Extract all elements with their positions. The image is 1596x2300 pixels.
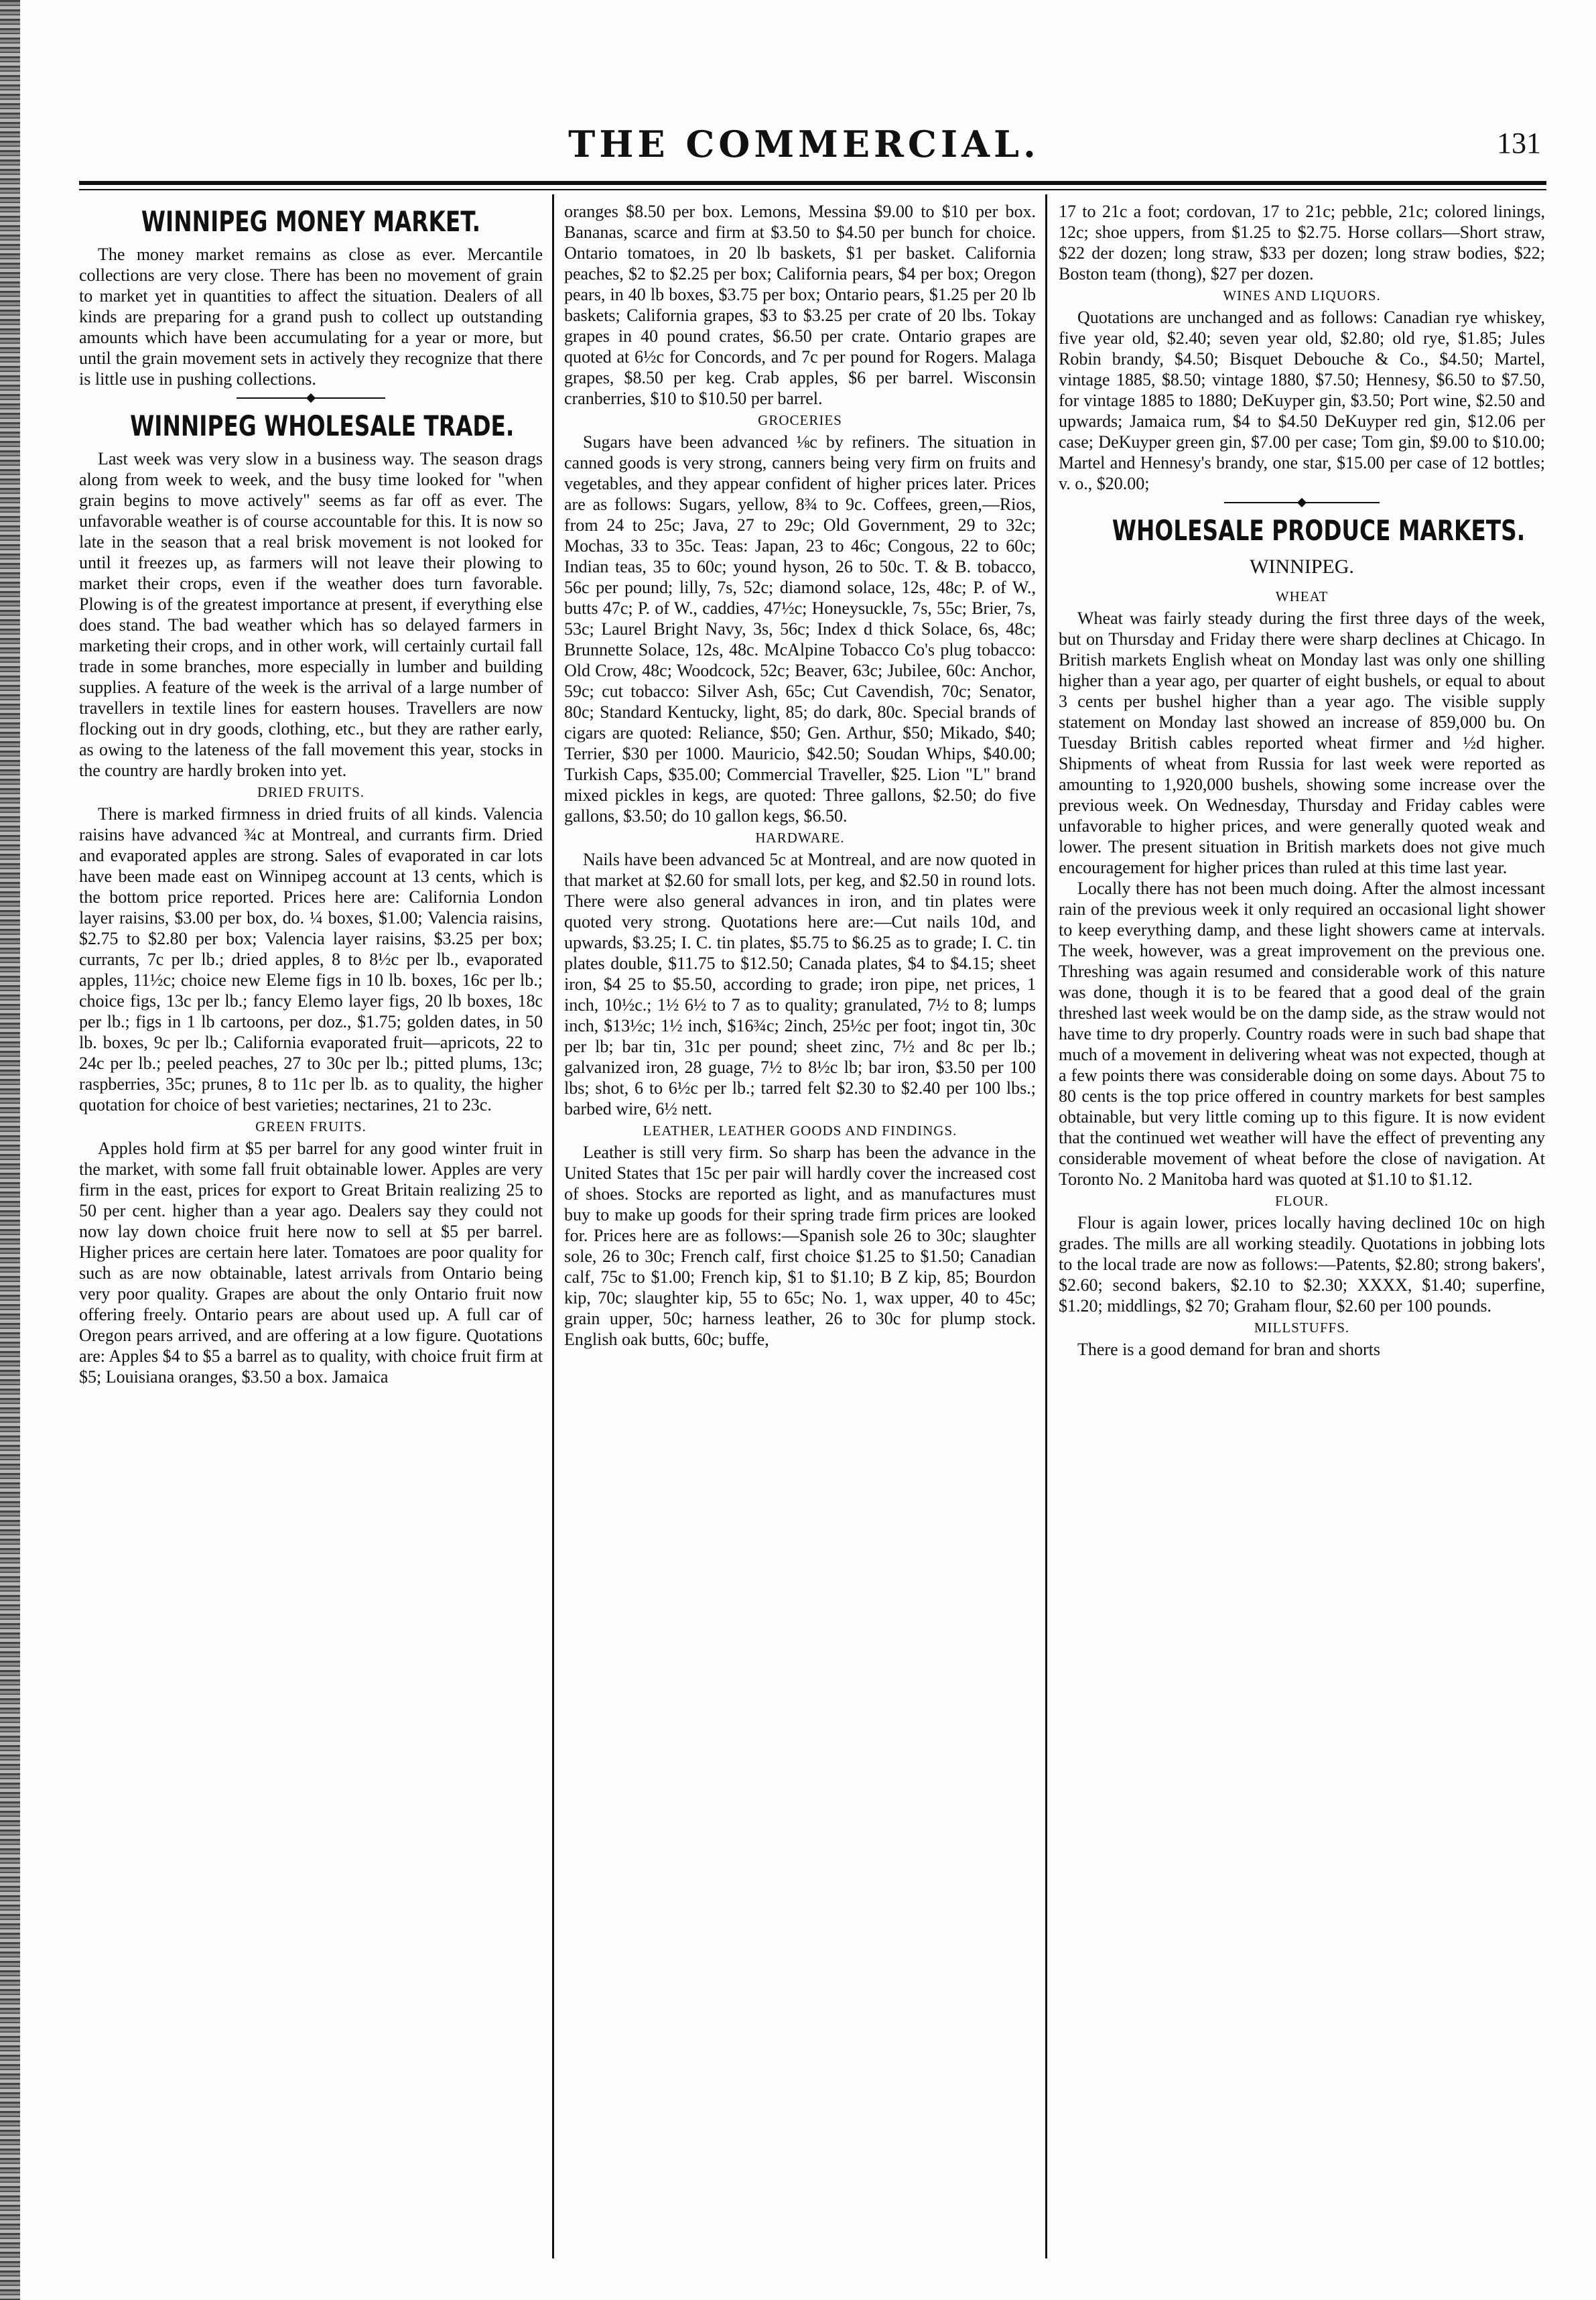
green-fruits-body: Apples hold firm at $5 per barrel for any good winter fruit in the market, with some fall fruit obtainable lower. Apples are very firm in the east, prices for export to Great Britain realizing 25 to 50 per cent. higher than a year ago. Dealers say they could not now lay down choice fruit here now to sell at $5 per barrel. Higher prices are certain here later. Tomatoes are poor quality for such as are now obtainable, latest arrivals from Ontario being very poor quality. Grapes are about the only Ontario fruit now offering freely. Ontario pears are about used up. A full car of Oregon pears arrived, and are offering at a low figure. Quotations are: Apples $4 to $5 a barrel as to quality, with choice fruit firm at $5; Louisiana oranges, $3.50 a box. Jamaica [79, 1139, 543, 1387]
leather-continued: 17 to 21c a foot; cordovan, 17 to 21c; pebble, 21c; colored linings, 12c; shoe uppers, from $1.25 to $2.75. Horse collars—Short straw, $22 der dozen; long straw, $33 per dozen; long straw bodies, $22; Boston team (thong), $27 per dozen. [1059, 202, 1545, 283]
section-divider [1059, 495, 1545, 510]
produce-markets-headline: WHOLESALE PRODUCE MARKETS. [1112, 514, 1526, 547]
leather-subhead: LEATHER, LEATHER GOODS AND FINDINGS. [643, 1123, 957, 1139]
millstuffs-subhead: MILLSTUFFS. [1254, 1320, 1350, 1336]
wines-subhead: WINES AND LIQUORS. [1223, 288, 1381, 304]
dried-fruits-subhead: DRIED FRUITS. [257, 784, 364, 800]
masthead: THE COMMERCIAL. [568, 123, 1040, 166]
column-1 [79, 201, 543, 2265]
green-fruits-subhead: GREEN FRUITS. [255, 1119, 367, 1135]
binding-edge [0, 0, 20, 2300]
wines-body: Quotations are unchanged and as follows: Canadian rye whiskey, five year old, $2.40; seven year old, $2.80; old rye, $1.85; Jules Robin brandy, $4.50; Bisquet Debouche & Co., $4.50; Martel, vintage 1885, $8.50; vintage 1880, $7.50; Hennesy, $6.50 to $7.50, for vintage 1885 to 1880; DeKuyper gin, $3.50; Port wine, $2.50 and upwards; Jamaica rum, $4 to $4.50 DeKuyper red gin, $12.06 per case; DeKuyper green gin, $7.00 per case; Tom gin, $9.00 to $10.00; Martel and Hennesy's brandy, one star, $15.00 per case of 12 bottles; v. o., $20.00; [1059, 308, 1545, 493]
wheat-subhead: WHEAT [1275, 588, 1329, 604]
produce-markets-city: WINNIPEG. [1250, 556, 1354, 578]
wheat-body-1: Wheat was fairly steady during the first three days of the week, but on Thursday and Friday there were sharp declines at Chicago. In British markets English wheat on Monday last was only one shilling higher than a year ago, per quarter of eight bushels, or equal to about 3 cents per bushel higher than a year ago. The visible supply statement on Monday last showed an increase of 859,000 bu. On Tuesday British cables reported wheat firmer and ½d higher. Shipments of wheat from Russia for last week were reported as amounting to 1,920,000 bushels, showing some increase over the previous week. On Wednesday, Thursday and Friday cables were unfavorable to higher prices, and were generally quoted weak and lower. The present situation in British markets does not give much encouragement for higher prices than ruled at this time last year. [1059, 609, 1545, 877]
groceries-subhead: GROCERIES [758, 412, 842, 428]
dried-fruits-body: There is marked firmness in dried fruits of all kinds. Valencia raisins have advanced ¾c at Montreal, and currants firm. Dried and evaporated apples are strong. Sales of evaporated in car lots have been made east on Winnipeg account at 13 cents, which is the bottom price reported. Prices here are: California London layer raisins, $3.00 per box, do. ¼ boxes, $1.00; Valencia raisins, $2.75 to $2.80 per box; Valencia layer raisins, $3.25 per box; currants, 7c per lb.; dried apples, 8 to 8½c per lb., evaporated apples, 11½c; choice new Eleme figs in 10 lb. boxes, 16c per lb.; choice figs, 13c per lb.; fancy Elemo layer figs, 20 lb boxes, 18c per lb.; figs in 1 lb cartoons, per doz., $1.75; golden dates, in 50 lb. boxes, 9c per lb.; California evaporated fruit—apricots, 22 to 24c per lb.; peeled peaches, 27 to 30c per lb.; pitted plums, 13c; raspberries, 35c; prunes, 8 to 11c per lb. as to quality, the higher quotation for choice of best varieties; nectarines, 21 to 23c. [79, 804, 543, 1114]
flour-body: Flour is again lower, prices locally having declined 10c on high grades. The mills are all working steadily. Quotations in jobbing lots to the local trade are now as follows:—Patents, $2.80; strong bakers', $2.60; second bakers, $2.10 to $2.30; XXXX, $1.40; superfine, $1.20; middlings, $2 70; Graham flour, $2.60 per 100 pounds. [1059, 1213, 1545, 1316]
groceries-body: Sugars have been advanced ⅛c by refiners. The situation in canned goods is very strong, canners being very firm on fruits and vegetables, and they appear confident of higher prices later. Prices are as follows: Sugars, yellow, 8¾ to 9c. Coffees, green,—Rios, from 24 to 25c; Java, 27 to 29c; Old Government, 29 to 32c; Mochas, 33 to 35c. Teas: Japan, 23 to 46c; Congous, 22 to 60c; Indian teas, 35 to 60c; yound hyson, 26 to 50c. T. & B. tobacco, 56c per pound; lilly, 7s, 52c; diamond solace, 12s, 48c; P. of W., butts 47c; P. of W., caddies, 47½c; Honeysuckle, 7s, 55c; Brier, 7s, 53c; Laurel Bright Navy, 3s, 56c; Index d thick Solace, 6s, 48c; Brunnette Solace, 12s, 48c. McAlpine Tobacco Co's plug tobacco: Old Crow, 48c; Woodcock, 52c; Beaver, 63c; Jubilee, 60c: Anchor, 59c; cut tobacco: Silver Ash, 65c; Cut Cavendish, 70c; Senator, 80c; Standard Kentucky, light, 85; do dark, 80c. Special brands of cigars are quoted: Reliance, $50; Gen. Arthur, $50; Mikado, $40; Terrier, $30 per 1000. Mauricio, $42.50; Soudan Whips, $40.00; Turkish Caps, $35.00; Commercial Traveller, $25. Lion "L" brand mixed pickles in kegs, are quoted: Three gallons, $2.50; do five gallons, $3.50; do 10 gallon kegs, $6.50. [564, 432, 1036, 826]
column-3 [1059, 201, 1545, 2265]
leather-body: Leather is still very firm. So sharp has been the advance in the United States that 15c per pair will hardly cover the increased cost of shoes. Stocks are reported as light, and as manufactures must buy to make up goods for their spring trade firm prices are looked for. Prices here are as follows:—Spanish sole 26 to 30c; slaughter sole, 26 to 30c; French calf, first choice $1.25 to $1.50; Canadian calf, 75c to $1.00; French kip, $1 to $1.10; B Z kip, 85; Bourdon kip, 70c; slaughter kip, 55 to 65c; No. 1, wax upper, 40 to 45c; grain upper, 50c; harness leather, 26 to 30c for plump stock. English oak butts, 60c; buffe, [564, 1143, 1036, 1349]
hardware-body: Nails have been advanced 5c at Montreal, and are now quoted in that market at $2.60 for small lots, per keg, and $2.50 in round lots. There were also general advances in iron, and tin plates were quoted very strong. Quotations here are:—Cut nails 10d, and upwards, $3.25; I. C. tin plates, $5.75 to $6.25 as to grade; I. C. tin plates double, $11.75 to $12.50; Canada plates, $4 to $4.15; sheet iron, $4 25 to $5.50, according to grade; iron pipe, net prices, 1 inch, 10½c.; 1½ 6½ to 7 as to quality; granulated, 7½ to 8; lumps inch, $13½c; 1½ inch, $16¾c; 2inch, 25½c per foot; ingot tin, 30c per lb; bar tin, 31c per pound; sheet zinc, 7½ and 8c per lb.; galvanized iron, 28 guage, 7½ to 8½c lb; bar iron, $3.50 per 100 lbs; shot, 6 to 6½c per lb.; tarred felt $2.30 to $2.40 per 100 lbs.; barbed wire, 6½ nett. [564, 850, 1036, 1119]
column-rule-2 [1045, 194, 1047, 2258]
wheat-body-2: Locally there has not been much doing. After the almost incessant rain of the previous week it only required an occasional light shower to keep everything damp, and these light showers came at intervals. The week, however, was a great improvement on the previous one. Threshing was again resumed and considerable work of this nature was done, though it is to be feared that a good deal of the grain threshed last week would be on the damp side, as the straw would not have time to dry properly. Country roads were in such bad shape that much of a movement in delivering wheat was not expected, though at a few points there was considerable doing on some days. About 75 to 80 cents is the top price offered in country markets for best samples obtainable, but very little coming up to this figure. It is now evident that the continued wet weather will have the effect of preventing any considerable movement of wheat before the close of navigation. At Toronto No. 2 Manitoba hard was quoted at $1.10 to $1.12. [1059, 879, 1545, 1189]
green-fruits-continued: oranges $8.50 per box. Lemons, Messina $9.00 to $10 per box. Bananas, scarce and firm at $3.50 to $4.50 per bunch for choice. Ontario tomatoes, in 20 lb baskets, $1 per basket. California peaches, $2 to $2.25 per box; California pears, $4 per box; Oregon pears, in 40 lb boxes, $3.75 per box; Ontario pears, $1.25 per 20 lb baskets; California grapes, $3 to $3.25 per crate of 20 lbs. Tokay grapes in 40 pound crates, $6.50 per crate. Ontario grapes are quoted at 6½c for Concords, and 7c per pound for Rogers. Malaga grapes, $8.50 per keg. Crab apples, $6 per barrel. Wisconsin cranberries, $10 to $10.50 per barrel. [564, 202, 1036, 408]
hardware-subhead: HARDWARE. [755, 830, 845, 846]
money-market-headline: WINNIPEG MONEY MARKET. [141, 205, 481, 238]
wholesale-trade-headline: WINNIPEG WHOLESALE TRADE. [130, 409, 515, 442]
millstuffs-body: There is a good demand for bran and shorts [1077, 1340, 1380, 1359]
wholesale-trade-body: Last week was very slow in a business way. The season drags along from week to week, and the busy time looked for "when grain begins to move actively" seems as far off as ever. The unfavorable weather is of course accountable for this. It is now so late in the season that a real brisk movement is not looked for until it freezes up, as farmers will not leave their plowing to market their crops, even if the weather does turn favorable. Plowing is of the greatest importance at present, if everything else does stand. The bad weather which has so delayed farmers in marketing their crops, and in other work, will certainly curtail fall trade in some branches, more especially in lumber and building supplies. A feature of the week is the arrival of a large number of travellers in textile lines for eastern houses. Travellers are now flocking out in dry goods, clothing, etc., but they are rather early, as owing to the lateness of the fall movement this year, stocks in the country are hardly broken into yet. [79, 449, 543, 780]
page-number: 131 [1497, 127, 1541, 159]
money-market-body: The money market remains as close as ever. Mercantile collections are very close. There has been no movement of grain to market yet in quantities to affect the situation. Dealers of all kinds are preparing for a grand push to collect up outstanding amounts which have been accumulating for a year or more, but until the grain movement sets in actively they recognize that there is little use in pushing collections. [79, 245, 543, 389]
header-rule [79, 181, 1546, 185]
section-divider [79, 391, 543, 405]
flour-subhead: FLOUR. [1274, 1193, 1329, 1209]
header-rule-thin [79, 189, 1546, 190]
column-2 [564, 201, 1036, 2265]
column-rule-1 [552, 194, 554, 2258]
